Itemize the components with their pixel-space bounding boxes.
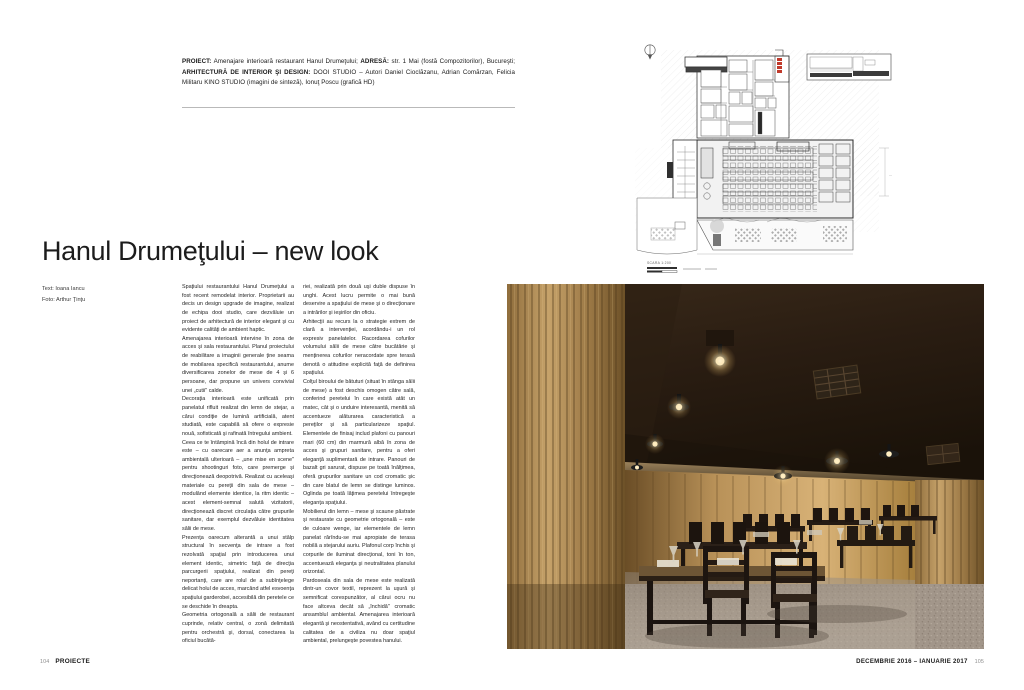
paragraph: riei, realizată prin două uşi duble dispuse în unghi. Acest lucru permite o mai bună deservire a spaţiului de mese şi o direcţionare a intrărilor şi ieşirilor din oficiu. <box>303 284 415 316</box>
byline-photo-credit: Foto: Arthur Ţinţu <box>42 296 86 303</box>
ceiling-vent-2 <box>926 443 960 464</box>
credit-value-project: Amenajare interioară restaurant Hanul Drumeţului; <box>211 58 361 65</box>
body-column-1 <box>182 283 294 646</box>
footer-left <box>40 658 90 665</box>
credit-label-architecture: ARHITECTURĂ DE INTERIOR ŞI DESIGN: <box>182 68 311 76</box>
credit-value-address: str. 1 Mai (fostă Compozitorilor), Bucureşti; <box>389 58 515 65</box>
credits-divider <box>182 107 515 108</box>
paragraph: Colţul biroului de bătuturi (situat în stânga sălii de mese) a fost deschis omogen către sală, conferind peretelui în care există atât un matec, cât şi o unduire interesantă, menită să accentueze alăturarea caracteristică a pereţilor şi să particularizeze spaţiul. Elementele de finisaj includ plafoni cu panouri mari (60 cm) din marmură albă în zona de acces şi grupuri sanitare, pentru a oferi eleganţă suplimentară de intrare. Panouri de bazalt gri sarurat, dispuse pe toată înălţimea, oferă grupurilor sanitare un cod cromatic şic din care blatul de lemn se distinge luminos. Oglinda pe toată lăţimea peretelui întregeşte eleganţa spaţiului. <box>303 379 415 507</box>
project-credits <box>182 57 515 89</box>
section-label: PROIECTE <box>55 658 91 665</box>
paragraph: Prezenţa oarecum alterantă a unui stâlp structural în secvenţa de intrare a fost rezolvată spaţial prin introducerea unui element identic, simetric faţă de direcţia parcurgerii spaţiului, realizat din pereţi neportanţi, care are rolul de a subînţelege delicat holul de acces, marcând atfel esvoenţa spaţiului garderobei, accesibilă din pereteIe ce se deschide în dreapta. <box>182 534 294 610</box>
page-title: Hanul Drumeţului – new look <box>42 236 379 266</box>
paragraph: Amenajarea interioară intervine în zona de acces şi sala restaurantului. Planul proiectului de reabilitare a imaginii generale ţine seama de mobilarea specifică restaurantului, anume diversificarea zonelor de mese de 4 şi 6 persoane, dar propune un univers convivial unei „cutii" calde. <box>182 335 294 394</box>
byline-text-credit: Text: Ioana Iancu <box>42 286 85 292</box>
body-column-2 <box>303 283 415 646</box>
svg-text:—: — <box>889 173 892 177</box>
paragraph: Spaţiului restaurantului Hanul Drumeţului a fost recent remodelat interior. Proprietarii au decis un design upgrade de imagine, realizat de echipa dooi studio, care dezvăluie un proiect de arhitectură de interior elegant şi cu evidente calităţi de ambient haptic. <box>182 284 294 334</box>
paragraph: Ceea ce te întâmpină încă din holul de intrare este – cu oarecare aer a anunţa ampreta ambientală ulterioară – „une mise en scene" pentru shootinguri foto, care premerge şi direcţionează deopotrivă. Realizat cu aceleaşi materiale cu pereţii din sala de mese – modulând elemente identice, la ritm identic – acest element-semnal salută vizitatorii, direcţionează discret circulaţia către grupurile sanitare, dar exemplul dezvăluie identitatea sălii de mese. <box>182 439 294 532</box>
plan-inset-elevation <box>807 54 891 80</box>
floor-plan-figure <box>617 36 913 282</box>
credit-value-architecture: DOOI STUDIO – Autori Daniel Cioclăzanu, Adrian Comărzan, Felicia Militaru KINO STUDIO (imagini de sinteză), Ionuţ Poscu (grafică HD) <box>182 68 515 87</box>
credit-label-project: PROIECT: <box>182 58 212 65</box>
byline <box>42 284 162 306</box>
ceiling-vent <box>813 365 860 399</box>
svg-text:SCARA 1:200: SCARA 1:200 <box>647 261 672 265</box>
restaurant-photo-illustration <box>507 284 984 649</box>
page-number-right: 105 <box>974 659 984 665</box>
project-credits-text <box>182 57 515 89</box>
paragraph: Pardoseala din sala de mese este realizată dintr-un covor textil, reprezent la uşură şi semnificat corespunzător, al cărui ocru nu face altceva decât să „închidă" cromatic ansamblul ambiental. Amenajarea interioară elegantă şi neostentativă, având cu certitudine calitatea de a civiliza nu doar spaţiul ambiental, prelungeşte povestea hanului. <box>303 577 415 645</box>
paragraph: Decoraţia interioară este unificată prin panelatul rifluit realizat din lemn de stejar, a cărui condiţie de lumină artificială, atent studiată, este capabilă să ofere o expresie nouă, sofisticată şi rafinată întregului ambient. <box>182 396 294 437</box>
page-number-left: 104 <box>40 659 50 665</box>
plan-terrace <box>697 218 853 250</box>
floor-plan-drawing <box>617 36 913 282</box>
restaurant-interior-photo <box>507 284 984 649</box>
credit-label-address: ADRESĂ: <box>360 58 390 65</box>
paragraph: Mobilierul din lemn – mese şi scaune păstrate şi restaurate cu geometrie ortogonală – este de culoare wenge, iar elementele de lemn panelat rărîndu-se mai apropiate de terasa nobilă a stejarului auriu. Plafonul corp închis şi corpurile de iluminat direcţional, toni în ton, accentuează eleganţa şi neutralitatea planului orizontal. <box>303 508 415 576</box>
paragraph: Arhitecţii au recurs la o strategie extrem de clară a intervenţiei, acordându-i un rol expresiv panelatelor. Racordarea cofurilor volumului sălii de mese către bucătărie şi menţinerea cofurilor neracordate spre terasă denotă o atitudine explicită faţă de definirea spaţiului. <box>303 318 415 377</box>
issue-date: DECEMBRIE 2016 – IANUARIE 2017 <box>856 658 968 665</box>
footer-right <box>856 658 984 665</box>
plan-dining-hall <box>697 140 853 218</box>
paragraph: Geometria ortogonală a sălii de restaurant cuprinde, relativ central, o zonă delimitată pentru orchestră şi, dorsal, conectarea la oficiul bucătă- <box>182 612 294 645</box>
